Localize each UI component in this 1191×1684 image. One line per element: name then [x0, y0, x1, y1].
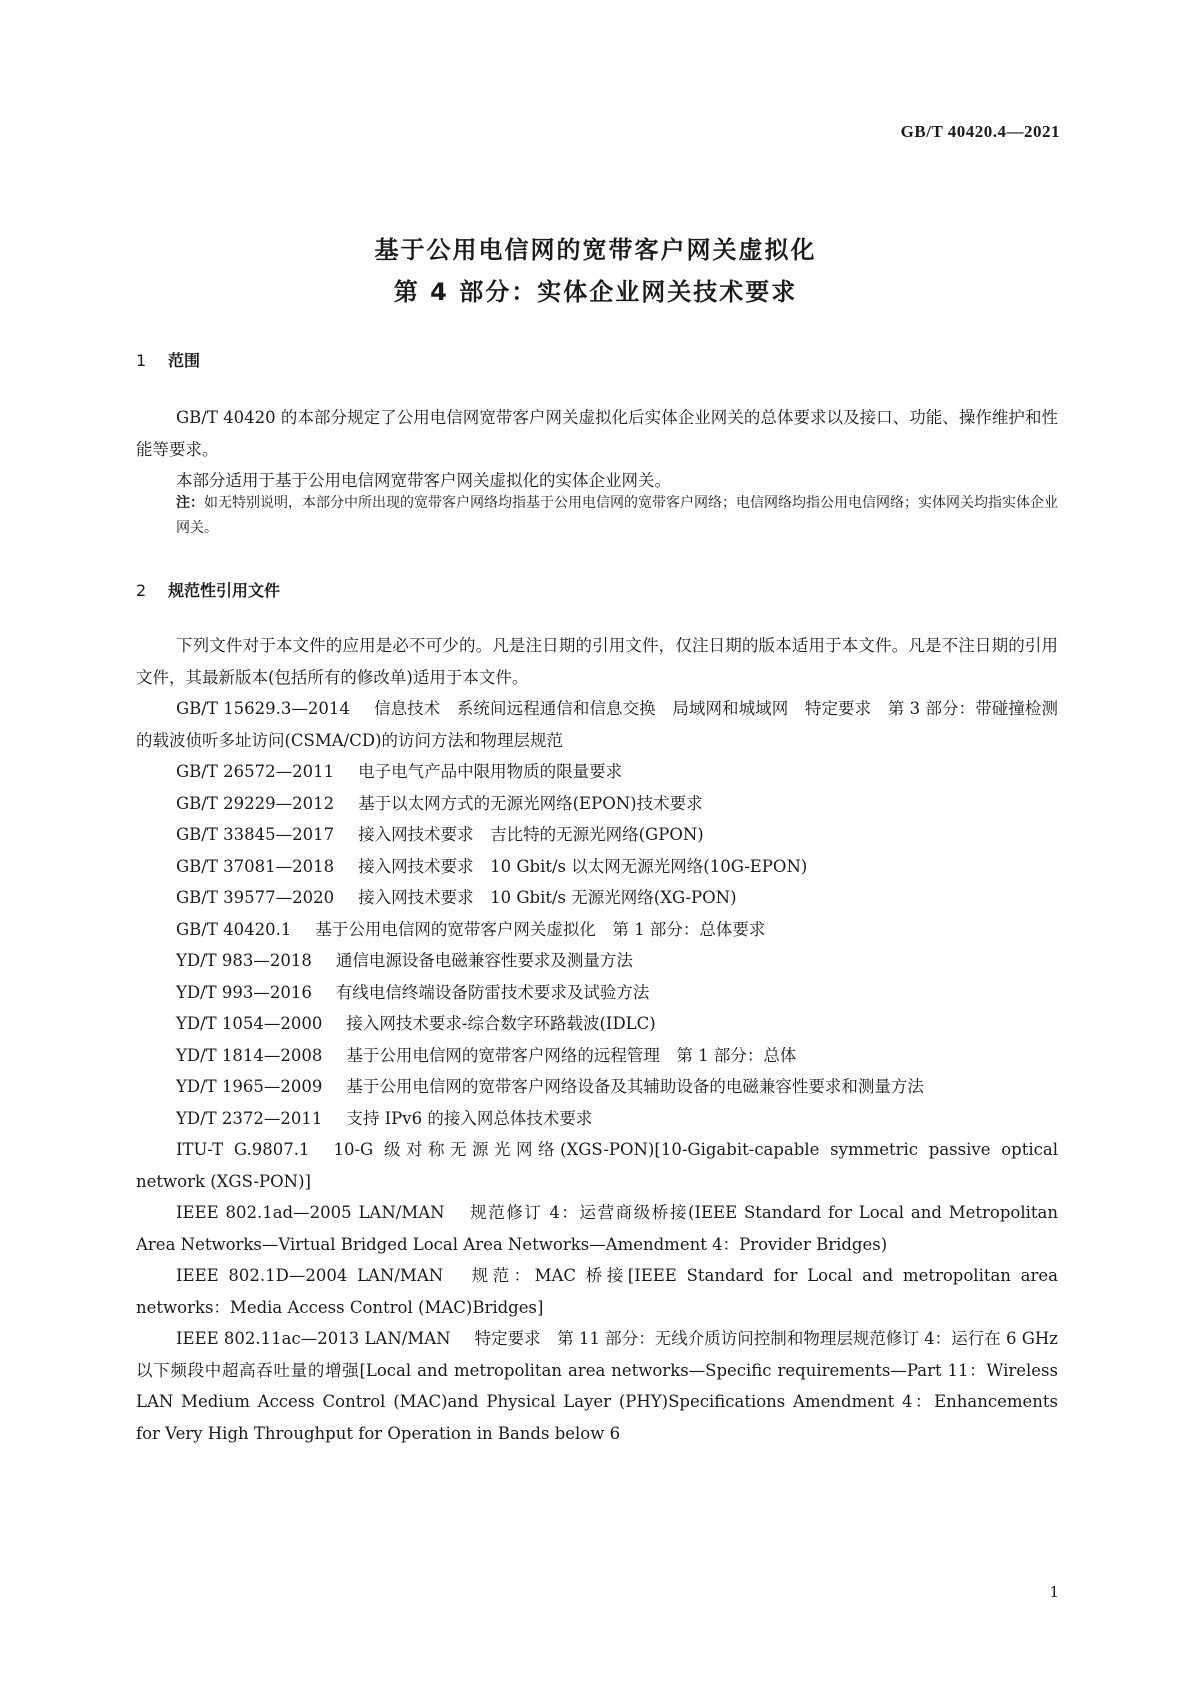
reference-item: ITU-T G.9807.1 10-G 级对称无源光网络(XGS-PON)[10-Gigabit-capable symmetric passive optical network (XGS-PON)]: [136, 1140, 1058, 1191]
reference-item: IEEE 802.11ac—2013 LAN/MAN 特定要求 第 11 部分：无线介质访问控制和物理层规范修订 4：运行在 6 GHz 以下频段中超高吞吐量的增强[Local and metropolitan area networks—Specific requirements—Part 11：Wireless LAN Medium Access Control (MAC)and Physical Layer (PHY)Specifications Amendment 4：Enhancements for Very High Throughput for Operation in Bands below 6: [136, 1329, 1059, 1443]
reference-item: YD/T 983—2018 通信电源设备电磁兼容性要求及测量方法: [176, 951, 633, 970]
reference-item: IEEE 802.1D—2004 LAN/MAN 规范：MAC 桥接[IEEE Standard for Local and metropolitan area networks：Media Access Control (MAC)Bridges]: [136, 1266, 1058, 1317]
reference-item: GB/T 29229—2012 基于以太网方式的无源光网络(EPON)技术要求: [176, 793, 703, 813]
section-number: 2: [136, 581, 147, 600]
section-1-body: [136, 402, 1058, 497]
reference-item: GB/T 33845—2017 接入网技术要求 吉比特的无源光网络(GPON): [176, 825, 704, 844]
paragraph: GB/T 40420 的本部分规定了公用电信网宽带客户网关虚拟化后实体企业网关的总体要求以及接口、功能、操作维护和性能等要求。: [136, 408, 1058, 459]
reference-item: YD/T 993—2016 有线电信终端设备防雷技术要求及试验方法: [176, 982, 650, 1002]
note-label: 注：: [176, 495, 204, 511]
reference-item: YD/T 1814—2008 基于公用电信网的宽带客户网络的远程管理 第 1 部分：总体: [176, 1045, 797, 1065]
note: [176, 491, 1058, 541]
paragraph: 下列文件对于本文件的应用是必不可少的。凡是注日期的引用文件，仅注日期的版本适用于本文件。凡是不注日期的引用文件，其最新版本(包括所有的修改单)适用于本文件。: [136, 636, 1058, 687]
reference-item: YD/T 2372—2011 支持 IPv6 的接入网总体技术要求: [176, 1108, 593, 1128]
section-2-heading: [136, 578, 280, 601]
standard-number: GB/T 40420.4—2021: [900, 122, 1060, 141]
reference-item: GB/T 26572—2011 电子电气产品中限用物质的限量要求: [176, 762, 623, 781]
reference-item: GB/T 40420.1 基于公用电信网的宽带客户网关虚拟化 第 1 部分：总体要求: [176, 919, 766, 939]
document-title-line2: 第 4 部分：实体企业网关技术要求: [393, 278, 798, 306]
note-text: 如无特别说明，本部分中所出现的宽带客户网络均指基于公用电信网的宽带客户网络；电信网络均指公用电信网络；实体网关均指实体企业网关。: [176, 495, 1058, 536]
section-1-heading: [136, 348, 200, 371]
page-number: 1: [1049, 1583, 1059, 1601]
section-2-body: [136, 630, 1058, 1449]
reference-item: GB/T 15629.3—2014 信息技术 系统间远程通信和信息交换 局域网和城域网 特定要求 第 3 部分：带碰撞检测的载波侦听多址访问(CSMA/CD)的访问方法和物理层规范: [136, 699, 1058, 750]
reference-item: IEEE 802.1ad—2005 LAN/MAN 规范修订 4：运营商级桥接(IEEE Standard for Local and Metropolitan Area Networks—Virtual Bridged Local Area Networks—Amendment 4：Provider Bridges): [136, 1203, 1058, 1254]
paragraph: 本部分适用于基于公用电信网宽带客户网关虚拟化的实体企业网关。: [176, 471, 671, 490]
section-number: 1: [136, 351, 147, 370]
reference-item: YD/T 1965—2009 基于公用电信网的宽带客户网络设备及其辅助设备的电磁兼容性要求和测量方法: [176, 1077, 924, 1096]
section-title: 范围: [168, 351, 201, 370]
document-title-line1: 基于公用电信网的宽带客户网关虚拟化: [374, 236, 817, 264]
section-title: 规范性引用文件: [168, 581, 281, 600]
reference-item: GB/T 39577—2020 接入网技术要求 10 Gbit/s 无源光网络(XG-PON): [176, 888, 737, 907]
reference-item: GB/T 37081—2018 接入网技术要求 10 Gbit/s 以太网无源光网络(10G-EPON): [176, 856, 808, 876]
reference-item: YD/T 1054—2000 接入网技术要求-综合数字环路载波(IDLC): [176, 1014, 656, 1033]
